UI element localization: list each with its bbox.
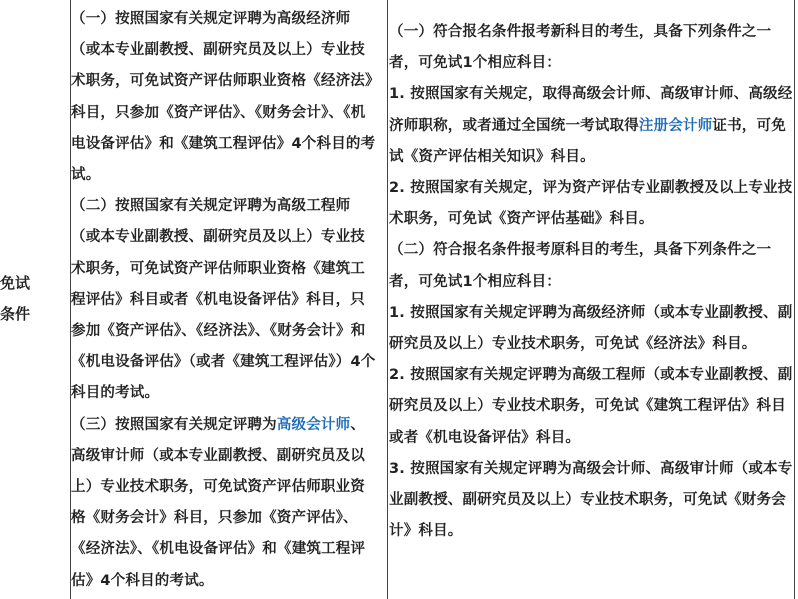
table-border-right bbox=[794, 0, 795, 599]
row-label-line-2: 条件 bbox=[0, 305, 31, 323]
link-cpa[interactable]: 注册会计师 bbox=[638, 117, 713, 134]
paragraph-new-item-1 bbox=[389, 79, 793, 173]
paragraph-new-item-2 bbox=[389, 173, 793, 235]
paragraph-text: 3. 按照国家有关规定评聘为高级会计师、高级审计师（或本专业副教授、副研究员及以上）专业技术职务，可免试《财务会计》科目。 bbox=[389, 460, 793, 540]
link-senior-accountant[interactable]: 高级会计师 bbox=[276, 416, 351, 433]
paragraph-text: 1. 按照国家有关规定，取得高级会计师、高级审计师、高级经济师职称，或者通过全国统一考试取得 bbox=[389, 86, 793, 134]
paragraph-text: 、高级审计师（或本专业副教授、副研究员及以上）专业技术职务，可免试资产评估师职业资格《财务会计》科目，只参加《资产评估》、《经济法》、《机电设备评估》和《建筑工程评估》4个科目的考试。 bbox=[71, 416, 366, 589]
paragraph-text: 2. 按照国家有关规定，评为资产评估专业副教授及以上专业技术职务，可免试《资产评估基础》科目。 bbox=[389, 180, 793, 228]
paragraph-new-subjects-header bbox=[389, 17, 793, 79]
paragraph-old-item-1 bbox=[389, 298, 793, 360]
paragraph-old-subjects-header bbox=[389, 235, 793, 297]
table-border-middle bbox=[387, 0, 388, 599]
cell-new-rules bbox=[389, 17, 793, 547]
paragraph-text: （一）按照国家有关规定评聘为高级经济师（或本专业副教授、副研究员及以上）专业技术职务，可免试资产评估师职业资格《经济法》科目，只参加《资产评估》、《财务会计》、《机电设备评估》和《建筑工程评估》4个科目的考试。 bbox=[71, 11, 376, 184]
paragraph-old-item-2 bbox=[389, 360, 793, 454]
paragraph-text: （一）符合报名条件报考新科目的考生，具备下列条件之一者，可免试1个相应科目： bbox=[389, 24, 772, 72]
paragraph-text: （三）按照国家有关规定评聘为 bbox=[71, 416, 277, 433]
paragraph-text: （二）按照国家有关规定评聘为高级工程师（或本专业副教授、副研究员及以上）专业技术职务，可免试资产评估师职业资格《建筑工程评估》科目或者《机电设备评估》科目，只参加《资产评估》、《经济法》、《财务会计》和《机电设备评估》（或者《建筑工程评估》）4个科目的考试。 bbox=[71, 198, 376, 402]
row-label-exemption-conditions bbox=[0, 268, 40, 330]
row-label-line-1: 免试 bbox=[0, 274, 31, 292]
paragraph-text: 2. 按照国家有关规定评聘为高级工程师（或本专业副教授、副研究员及以上）专业技术职务，可免试《建筑工程评估》科目或者《机电设备评估》科目。 bbox=[389, 367, 793, 446]
paragraph-senior-economist bbox=[71, 4, 379, 191]
paragraph-senior-engineer bbox=[71, 191, 379, 409]
paragraph-senior-accountant bbox=[71, 410, 379, 597]
paragraph-text: 证书，可免试《资产评估相关知识》科目。 bbox=[389, 117, 786, 165]
paragraph-old-item-3 bbox=[389, 454, 793, 548]
paragraph-text: （二）符合报名条件报考原科目的考生，具备下列条件之一者，可免试1个相应科目： bbox=[389, 242, 772, 290]
cell-old-rules bbox=[71, 4, 379, 597]
paragraph-text: 1. 按照国家有关规定评聘为高级经济师（或本专业副教授、副研究员及以上）专业技术职务，可免试《经济法》科目。 bbox=[389, 304, 793, 353]
